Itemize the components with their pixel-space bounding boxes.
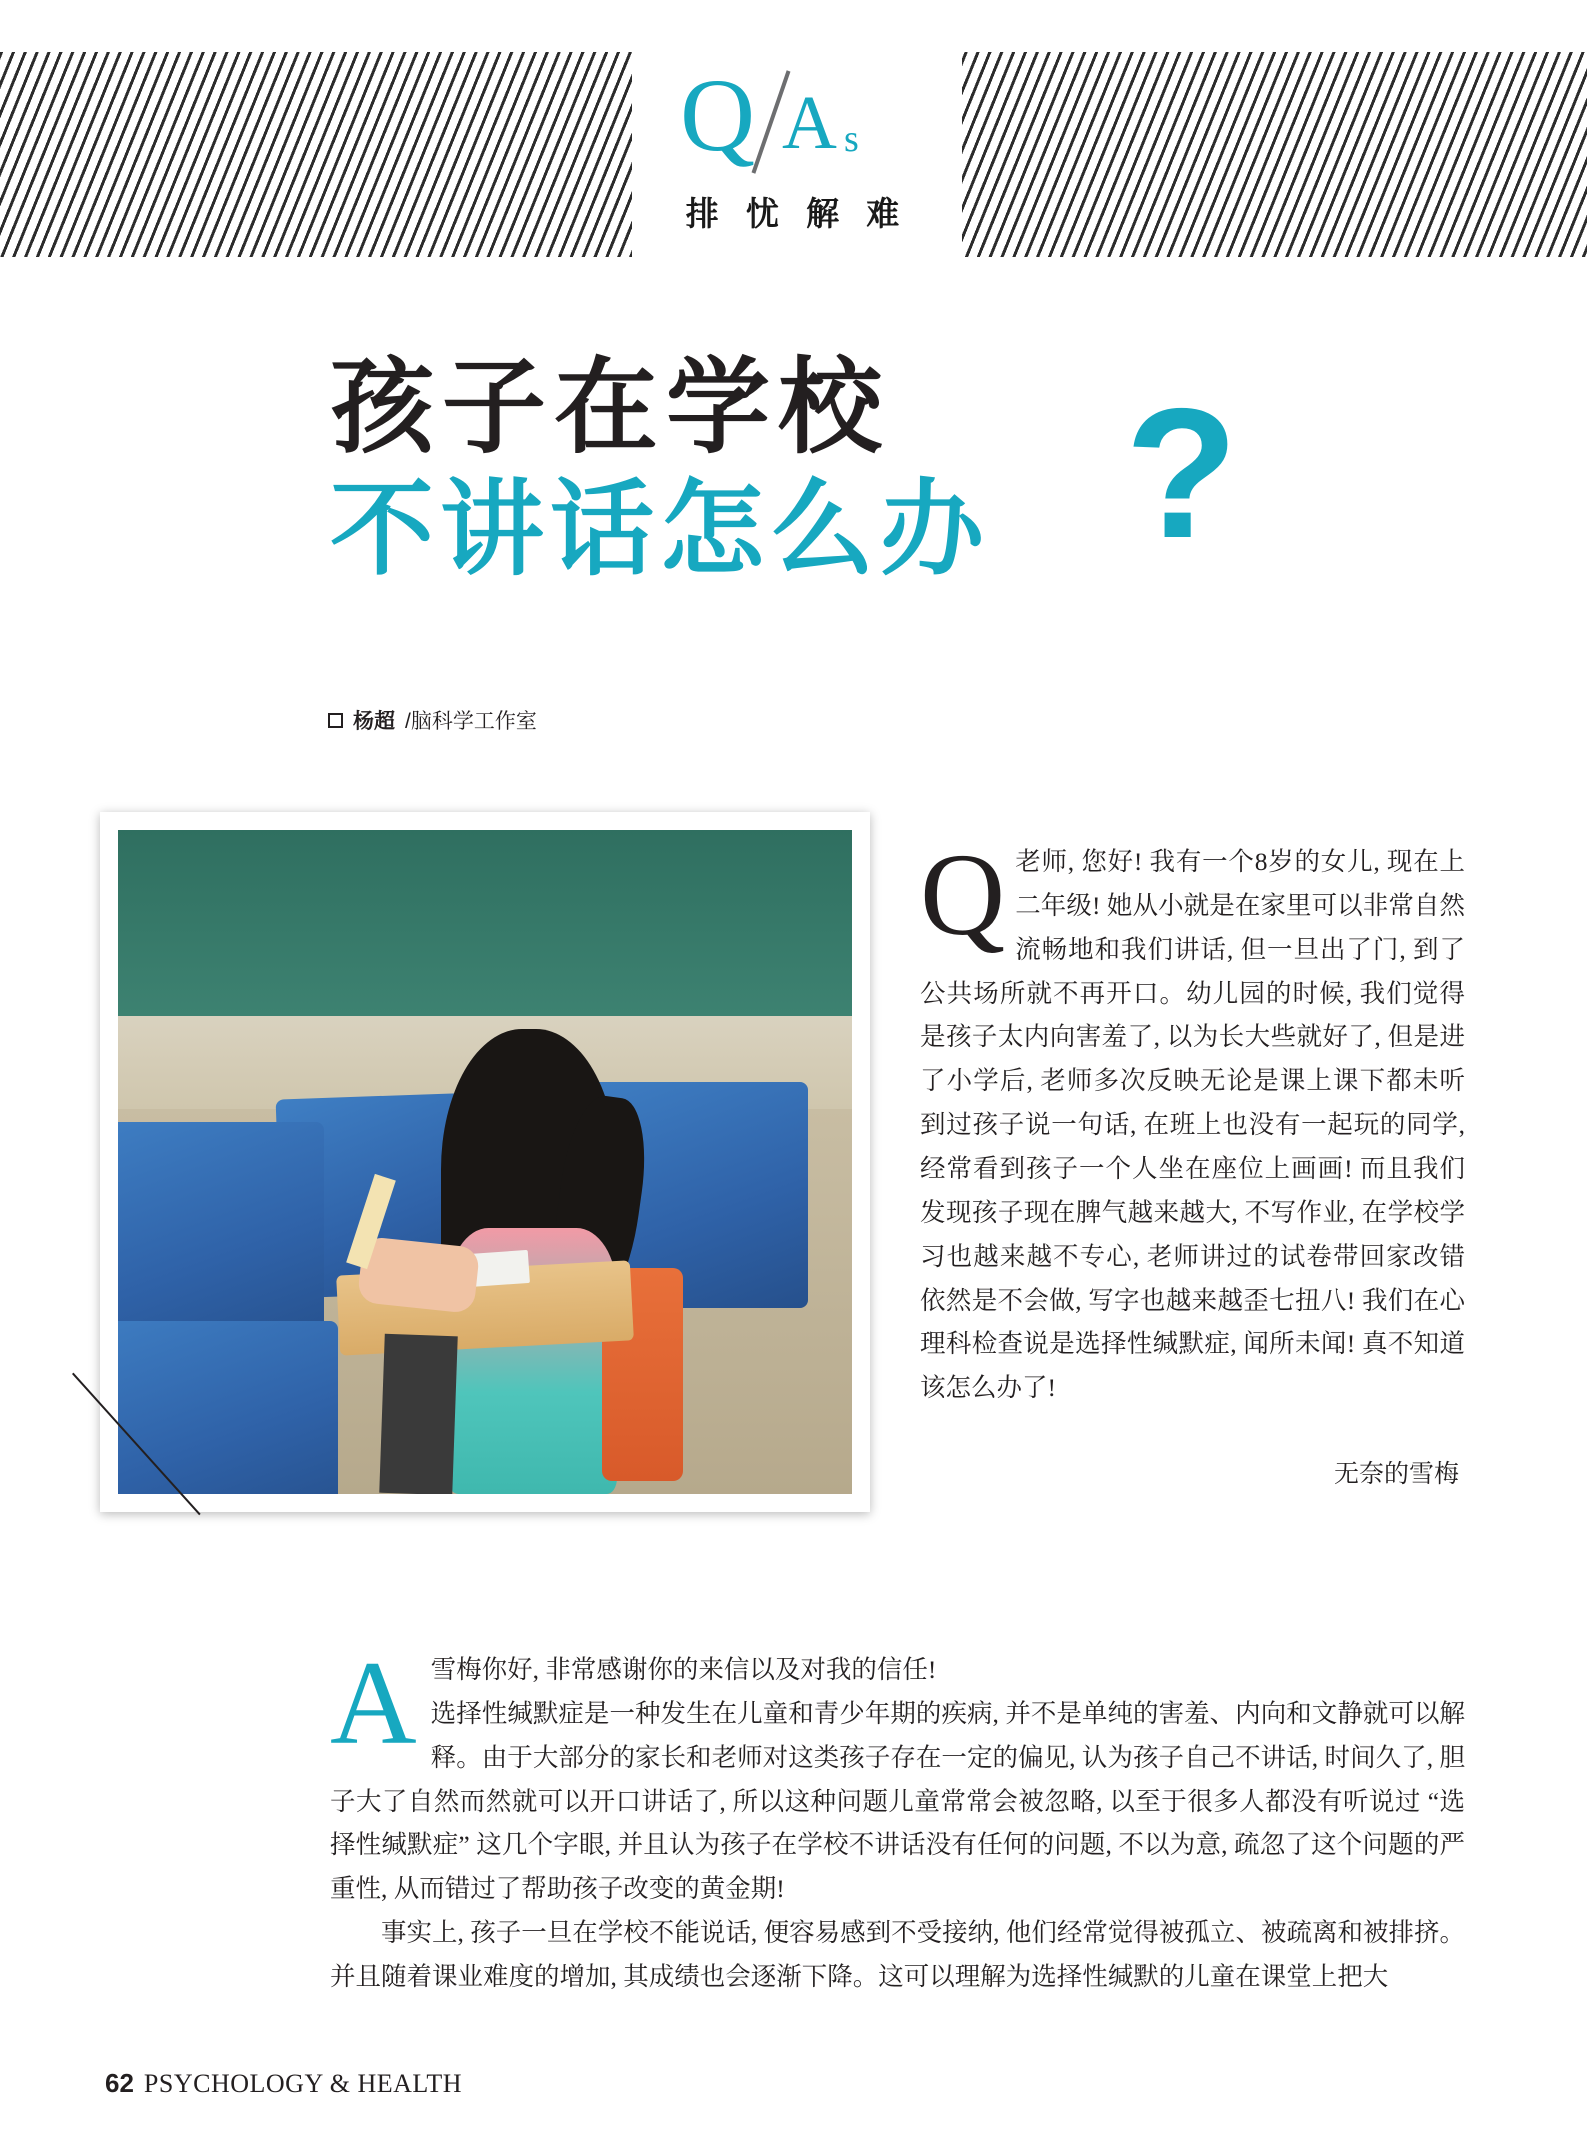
- answer-paragraph-1: 雪梅你好, 非常感谢你的来信以及对我的信任!: [430, 1655, 937, 1684]
- headline-question-mark: ?: [1125, 371, 1239, 578]
- qa-logo: [632, 40, 962, 180]
- photo-chair-front-left: [118, 1122, 324, 1348]
- photo-decorative-slash: [72, 1374, 222, 1524]
- headline-line-2: 不讲话怎么办: [330, 472, 991, 589]
- footer-page-number: 62: [105, 2068, 134, 2098]
- qa-logo-q: Q: [680, 58, 754, 173]
- byline-square-icon: [328, 713, 343, 728]
- byline-author: 杨超: [353, 710, 395, 733]
- classroom-girl-writing-photo: [118, 830, 852, 1494]
- answer-drop-cap: A: [330, 1636, 417, 1769]
- question-signature: 无奈的雪梅: [1333, 1461, 1459, 1489]
- banner-hatch-right: [929, 52, 1587, 257]
- photo-desk-leg: [379, 1333, 458, 1494]
- byline-affiliation: /脑科学工作室: [405, 710, 537, 733]
- photo-girl-arm: [357, 1236, 481, 1314]
- qa-logo-s: s: [844, 118, 859, 160]
- question-section: [920, 829, 1465, 1490]
- question-drop-cap: Q: [920, 829, 1006, 960]
- answer-section: [330, 1636, 1465, 1999]
- page-banner: [0, 0, 1587, 262]
- byline: [328, 705, 537, 735]
- photo-blackboard: [118, 830, 852, 1016]
- page-title: [330, 350, 1340, 589]
- banner-hatch-left: [0, 52, 672, 257]
- question-body: 老师, 您好! 我有一个8岁的女儿, 现在上二年级! 她从小就是在家里可以非常自然流畅地和我们讲话, 但一旦出了门, 到了公共场所就不再开口。幼儿园的时候, 我们觉得是孩子太内向害羞了, 以为长大些就好了, 但是进了小学后, 老师多次反映无论是课上课下都未听到过孩子说一句话, 在班上也没有一起玩的同学, 经常看到孩子一个人坐在座位上画画! 而且我们发现孩子现在脾气越来越大, 不写作业, 在学校学习也越来越不专心, 老师讲过的试卷带回家改错依然是不会做, 写字也越来越歪七扭八! 我们在心理科检查说是选择性缄默症, 闻所未闻! 真不知道该怎么办了!: [920, 847, 1465, 1403]
- banner-center: [632, 40, 962, 265]
- headline-line-1: 孩子在学校: [330, 350, 891, 466]
- question-body-wrapper: [920, 829, 1465, 1410]
- answer-paragraph-2: 选择性缄默症是一种发生在儿童和青少年期的疾病, 并不是单纯的害羞、内向和文静就可以解释。由于大部分的家长和老师对这类孩子存在一定的偏见, 认为孩子自己不讲话, 时间久了, 胆子大了自然而然就可以开口讲话了, 所以这种问题儿童常常会被忽略, 以至于很多人都没有听说过 “选择性缄默症” 这几个字眼, 并且认为孩子在学校不讲话没有任何的问题, 不以为意, 疏忽了这个问题的严重性, 从而错过了帮助孩子改变的黄金期!: [330, 1698, 1465, 1904]
- answer-paragraph-3: 事实上, 孩子一旦在学校不能说话, 便容易感到不受接纳, 他们经常觉得被孤立、被疏离和被排挤。并且随着课业难度的增加, 其成绩也会逐渐下降。这可以理解为选择性缄默的儿童在课堂上把大: [330, 1918, 1465, 1992]
- qa-logo-a: A: [782, 81, 837, 165]
- banner-subtitle: 排 忧 解 难: [685, 195, 909, 232]
- answer-body: [330, 1636, 1465, 1999]
- footer-publication: PSYCHOLOGY & HEALTH: [143, 2069, 463, 2098]
- page-footer: [105, 2068, 462, 2099]
